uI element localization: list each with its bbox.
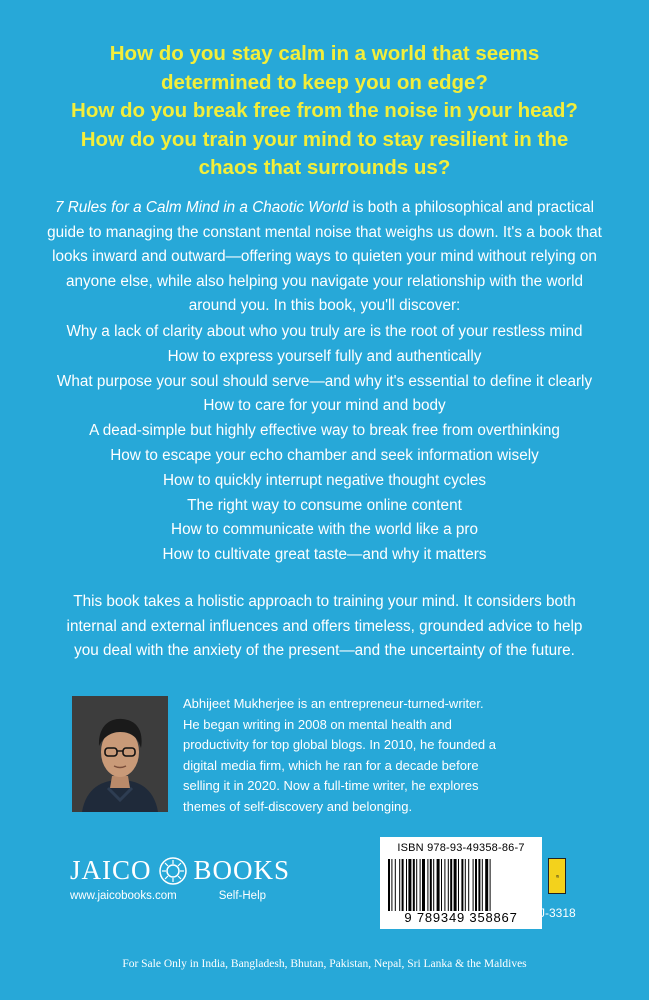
sale-territory-note: For Sale Only in India, Bangladesh, Bhutan, Pakistan, Nepal, Sri Lanka & the Maldives — [122, 958, 527, 970]
author-bio — [183, 694, 603, 817]
book-category: Self-Help — [218, 890, 267, 902]
list-item: How to quickly interrupt negative thought cycles — [162, 471, 487, 489]
list-item: How to express yourself fully and authentically — [167, 347, 482, 365]
bio-line: productivity for top global blogs. In 2010, he founded a — [183, 737, 496, 752]
outro-line: you deal with the anxiety of the present—and the uncertainty of the future. — [74, 642, 575, 660]
intro-line: anyone else, while also helping you navigate your relationship with the world — [65, 272, 583, 290]
list-item: A dead-simple but highly effective way to break free from overthinking — [89, 422, 560, 440]
bio-line: selling it in 2020. Now a full-time writer, he explores — [183, 778, 479, 793]
discover-list — [0, 320, 649, 568]
book-title-italic: 7 Rules for a Calm Mind in a Chaotic World — [54, 199, 349, 216]
publisher-name-left: JAICO — [70, 855, 152, 885]
bio-line: themes of self-discovery and belonging. — [183, 798, 413, 814]
list-item: The right way to consume online content — [187, 496, 462, 514]
isbn-barcode-box — [380, 837, 542, 929]
list-item: How to cultivate great taste—and why it matters — [162, 546, 487, 564]
barcode-icon — [386, 859, 536, 911]
ebook-available-icon: e — [548, 858, 566, 894]
intro-line: around you. In this book, you'll discover: — [188, 297, 461, 315]
publisher-subline — [70, 890, 290, 902]
blurb-questions — [0, 40, 649, 183]
intro-line: guide to managing the constant mental noise that weighs us down. It's a book that — [47, 223, 602, 241]
intro-paragraph — [30, 196, 619, 319]
isbn-digits: 9 789349 358867 — [404, 910, 518, 925]
publisher-name-right: BOOKS — [193, 855, 291, 885]
bio-line: He began writing in 2008 on mental health and — [183, 716, 452, 732]
list-item: Why a lack of clarity about who you truly are is the root of your restless mind — [66, 323, 583, 340]
question-line: How do you stay calm in a world that seems — [109, 42, 540, 65]
bio-line: digital media firm, which he ran for a decade before — [183, 757, 479, 773]
list-item: How to communicate with the world like a pro — [171, 521, 478, 539]
outro-line: internal and external influences and offers timeless, grounded advice to help — [66, 617, 583, 635]
sun-emblem-icon — [158, 856, 188, 886]
publisher-logo — [70, 855, 290, 886]
list-item: What purpose your soul should serve—and why it's essential to define it clearly — [56, 372, 593, 390]
question-line: chaos that surrounds us? — [198, 156, 451, 179]
publisher-website: www.jaicobooks.com — [70, 890, 177, 902]
author-portrait-illustration — [72, 696, 168, 812]
catalog-code: J-3318 — [539, 906, 576, 920]
publisher-block — [70, 855, 290, 902]
author-photo — [72, 696, 168, 812]
bio-line: Abhijeet Mukherjee is an entrepreneur-turned-writer. — [183, 696, 484, 711]
intro-line-1-rest: is both a philosophical and practical — [348, 199, 595, 216]
isbn-label: ISBN 978-93-49358-86-7 — [397, 842, 525, 854]
question-line: How do you train your mind to stay resilient in the — [80, 127, 569, 151]
list-item: How to escape your echo chamber and seek information wisely — [110, 446, 539, 464]
outro-paragraph — [20, 590, 629, 664]
question-line: How do you break free from the noise in your head? — [71, 99, 578, 122]
intro-line: looks inward and outward—offering ways to quieten your mind without relying on — [52, 248, 597, 266]
list-item: How to care for your mind and body — [203, 397, 446, 415]
question-line: determined to keep you on edge? — [161, 70, 488, 94]
intro-line-1 — [30, 196, 619, 221]
outro-line: This book takes a holistic approach to training your mind. It considers both — [73, 593, 576, 610]
